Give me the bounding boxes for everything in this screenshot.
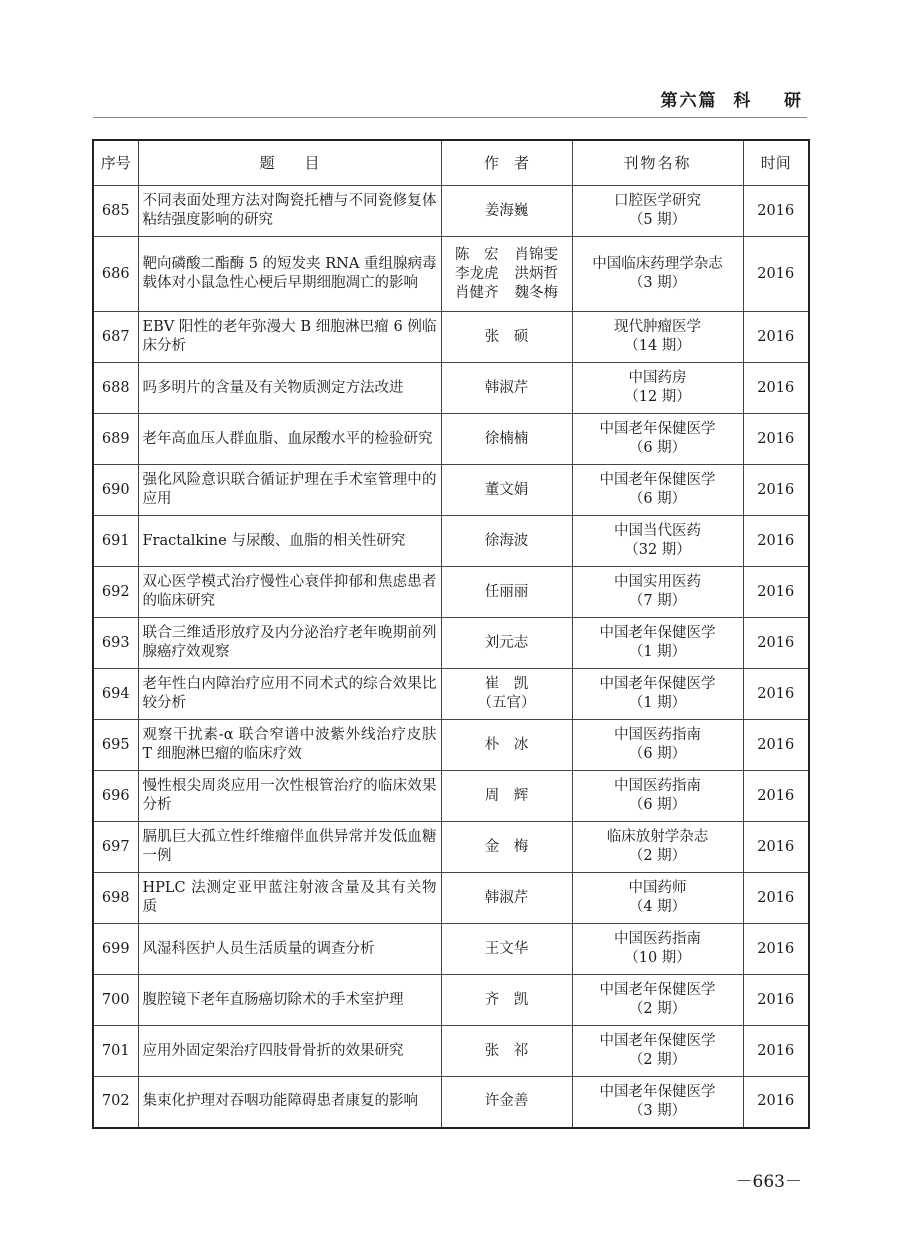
row-journal-cell <box>572 1026 743 1077</box>
row-number: 686 <box>101 265 130 282</box>
article-title: 膈肌巨大孤立性纤维瘤伴血供异常并发低血糖一例 <box>142 829 437 864</box>
publication-year: 2016 <box>757 991 795 1008</box>
row-number: 687 <box>101 328 130 345</box>
row-year-cell <box>743 618 809 669</box>
publication-year: 2016 <box>757 328 795 345</box>
table-row <box>93 516 809 567</box>
publication-year: 2016 <box>757 583 795 600</box>
row-journal-cell <box>572 669 743 720</box>
author-name: 周 辉 <box>484 787 529 804</box>
publication-year: 2016 <box>757 940 795 957</box>
author-name: （五官） <box>477 695 536 711</box>
row-title-cell <box>138 237 441 312</box>
row-title-cell <box>138 822 441 873</box>
column-header-year: 时间 <box>743 140 809 186</box>
table-body <box>93 186 809 1128</box>
article-title: EBV 阳性的老年弥漫大 B 细胞淋巴瘤 6 例临床分析 <box>142 319 437 354</box>
journal-name: 中国当代医药 <box>614 523 701 539</box>
table-row <box>93 873 809 924</box>
row-author-cell <box>441 1077 572 1128</box>
row-year-cell <box>743 975 809 1026</box>
article-title: 双心医学模式治疗慢性心衰伴抑郁和焦虑患者的临床研究 <box>142 574 437 609</box>
table-row <box>93 975 809 1026</box>
row-number: 695 <box>101 736 130 753</box>
row-number: 698 <box>101 889 130 906</box>
row-year-cell <box>743 237 809 312</box>
row-year-cell <box>743 516 809 567</box>
journal-name: 中国老年保健医学 <box>599 676 716 692</box>
journal-name: 中国医药指南 <box>614 931 701 947</box>
author-name: 肖锦雯 <box>514 246 558 263</box>
row-number-cell <box>93 975 138 1026</box>
journal-issue: （10 期） <box>624 950 691 966</box>
author-name: 陈 宏 <box>455 246 499 263</box>
row-year-cell <box>743 771 809 822</box>
table-row <box>93 822 809 873</box>
author-name: 徐楠楠 <box>484 430 529 447</box>
table-row <box>93 363 809 414</box>
row-journal-cell <box>572 873 743 924</box>
publication-year: 2016 <box>757 634 795 651</box>
table-row <box>93 414 809 465</box>
row-title-cell <box>138 975 441 1026</box>
journal-name: 中国药房 <box>628 370 687 386</box>
publication-year: 2016 <box>757 685 795 702</box>
journal-name: 中国老年保健医学 <box>599 982 716 998</box>
row-title-cell <box>138 516 441 567</box>
row-title-cell <box>138 465 441 516</box>
journal-name: 中国实用医药 <box>614 574 701 590</box>
header-rule <box>93 117 807 118</box>
page-number: －663－ <box>735 1172 802 1192</box>
journal-name: 中国老年保健医学 <box>599 472 716 488</box>
publication-year: 2016 <box>757 202 795 219</box>
author-name: 李龙虎 <box>455 265 499 282</box>
journal-issue: （7 期） <box>628 593 687 609</box>
row-number-cell <box>93 1026 138 1077</box>
row-author-cell <box>441 771 572 822</box>
author-name: 洪炳哲 <box>514 265 558 282</box>
row-number-cell <box>93 1077 138 1128</box>
row-title-cell <box>138 363 441 414</box>
row-year-cell <box>743 567 809 618</box>
row-number: 692 <box>101 583 130 600</box>
publication-year: 2016 <box>757 481 795 498</box>
table-row <box>93 669 809 720</box>
article-title: 不同表面处理方法对陶瓷托槽与不同瓷修复体粘结强度影响的研究 <box>142 193 437 228</box>
journal-issue: （6 期） <box>628 440 687 456</box>
journal-issue: （4 期） <box>628 899 687 915</box>
author-name: 韩淑芹 <box>484 889 529 906</box>
journal-name: 中国老年保健医学 <box>599 625 716 641</box>
row-number-cell <box>93 414 138 465</box>
author-name: 许金善 <box>484 1093 529 1110</box>
author-name: 韩淑芹 <box>484 379 529 396</box>
row-year-cell <box>743 312 809 363</box>
row-journal-cell <box>572 618 743 669</box>
row-title-cell <box>138 1077 441 1128</box>
row-number-cell <box>93 363 138 414</box>
row-title-cell <box>138 771 441 822</box>
row-number: 701 <box>101 1042 130 1059</box>
author-name: 徐海波 <box>484 532 529 549</box>
publication-year: 2016 <box>757 889 795 906</box>
publication-year: 2016 <box>757 787 795 804</box>
article-title: 联合三维适形放疗及内分泌治疗老年晚期前列腺癌疗效观察 <box>142 625 437 660</box>
publication-year: 2016 <box>757 736 795 753</box>
table-row <box>93 924 809 975</box>
journal-name: 中国老年保健医学 <box>599 421 716 437</box>
row-title-cell <box>138 924 441 975</box>
row-journal-cell <box>572 186 743 237</box>
author-list <box>446 246 568 303</box>
author-name: 张 硕 <box>484 328 529 345</box>
table-row <box>93 186 809 237</box>
running-head-section-title: 第六篇 科 研 <box>660 91 803 111</box>
row-number: 691 <box>101 532 130 549</box>
journal-name: 中国医药指南 <box>614 727 701 743</box>
row-year-cell <box>743 1026 809 1077</box>
table-header-row <box>93 140 809 186</box>
article-title: 应用外固定架治疗四肢骨骨折的效果研究 <box>142 1042 404 1059</box>
table-row <box>93 237 809 312</box>
row-number-cell <box>93 720 138 771</box>
article-title: 慢性根尖周炎应用一次性根管治疗的临床效果分析 <box>142 778 437 813</box>
journal-issue: （1 期） <box>628 644 687 660</box>
row-author-cell <box>441 363 572 414</box>
column-header-title: 题 目 <box>138 140 441 186</box>
publication-year: 2016 <box>757 838 795 855</box>
row-author-cell <box>441 465 572 516</box>
table-row <box>93 720 809 771</box>
row-year-cell <box>743 465 809 516</box>
row-year-cell <box>743 669 809 720</box>
table-row <box>93 618 809 669</box>
row-title-cell <box>138 720 441 771</box>
row-year-cell <box>743 1077 809 1128</box>
journal-name: 中国老年保健医学 <box>599 1083 716 1100</box>
row-number: 700 <box>101 991 130 1008</box>
row-title-cell <box>138 186 441 237</box>
row-year-cell <box>743 186 809 237</box>
journal-issue: （32 期） <box>624 542 691 558</box>
row-number: 694 <box>101 685 130 702</box>
row-title-cell <box>138 414 441 465</box>
column-header-author: 作 者 <box>441 140 572 186</box>
journal-issue: （3 期） <box>628 1102 687 1119</box>
row-title-cell <box>138 567 441 618</box>
publication-year: 2016 <box>757 1042 795 1059</box>
row-author-cell <box>441 822 572 873</box>
row-author-cell <box>441 237 572 312</box>
row-title-cell <box>138 1026 441 1077</box>
article-title: 强化风险意识联合循证护理在手术室管理中的应用 <box>142 472 437 507</box>
row-number-cell <box>93 237 138 312</box>
article-title: 观察干扰素-α 联合窄谱中波紫外线治疗皮肤 T 细胞淋巴瘤的临床疗效 <box>142 727 437 762</box>
journal-issue: （14 期） <box>624 338 691 354</box>
journal-issue: （1 期） <box>628 695 687 711</box>
journal-issue: （6 期） <box>628 797 687 813</box>
row-number: 696 <box>101 787 130 804</box>
table-row <box>93 1026 809 1077</box>
table-row <box>93 465 809 516</box>
article-title: 集束化护理对吞咽功能障碍患者康复的影响 <box>142 1093 418 1110</box>
row-author-cell <box>441 975 572 1026</box>
journal-issue: （5 期） <box>628 212 687 228</box>
publication-year: 2016 <box>757 379 795 396</box>
row-number: 689 <box>101 430 130 447</box>
row-number-cell <box>93 669 138 720</box>
journal-name: 中国医药指南 <box>614 778 701 794</box>
publication-year: 2016 <box>757 430 795 447</box>
row-number-cell <box>93 186 138 237</box>
row-author-cell <box>441 1026 572 1077</box>
column-header-journal: 刊物名称 <box>572 140 743 186</box>
row-year-cell <box>743 414 809 465</box>
publication-year: 2016 <box>757 532 795 549</box>
row-year-cell <box>743 924 809 975</box>
journal-name: 口腔医学研究 <box>614 193 701 209</box>
row-journal-cell <box>572 924 743 975</box>
journal-issue: （6 期） <box>628 491 687 507</box>
row-author-cell <box>441 873 572 924</box>
row-author-cell <box>441 567 572 618</box>
author-name: 姜海巍 <box>484 202 529 219</box>
author-name: 金 梅 <box>484 838 529 855</box>
author-name: 崔 凯 <box>484 676 529 692</box>
article-title: Fractalkine 与尿酸、血脂的相关性研究 <box>142 532 406 549</box>
article-title: 老年高血压人群血脂、血尿酸水平的检验研究 <box>142 430 433 447</box>
row-number: 690 <box>101 481 130 498</box>
journal-name: 中国药师 <box>628 880 687 896</box>
journal-name: 中国老年保健医学 <box>599 1033 716 1049</box>
author-name: 齐 凯 <box>484 991 529 1008</box>
journal-issue: （12 期） <box>624 389 691 405</box>
row-year-cell <box>743 822 809 873</box>
table-row <box>93 567 809 618</box>
article-title: 吗多明片的含量及有关物质测定方法改进 <box>142 379 404 396</box>
row-title-cell <box>138 618 441 669</box>
publication-year: 2016 <box>757 265 795 282</box>
row-number-cell <box>93 516 138 567</box>
author-name: 董文娟 <box>484 481 529 498</box>
row-author-cell <box>441 414 572 465</box>
row-journal-cell <box>572 363 743 414</box>
article-title: 风湿科医护人员生活质量的调查分析 <box>142 940 375 957</box>
row-year-cell <box>743 720 809 771</box>
row-journal-cell <box>572 237 743 312</box>
author-name: 肖健齐 <box>455 284 499 301</box>
row-journal-cell <box>572 822 743 873</box>
row-journal-cell <box>572 567 743 618</box>
row-number-cell <box>93 771 138 822</box>
row-journal-cell <box>572 720 743 771</box>
row-journal-cell <box>572 465 743 516</box>
article-title: 老年性白内障治疗应用不同术式的综合效果比较分析 <box>142 676 437 711</box>
row-author-cell <box>441 669 572 720</box>
row-journal-cell <box>572 975 743 1026</box>
row-author-cell <box>441 618 572 669</box>
row-number: 685 <box>101 202 130 219</box>
row-author-cell <box>441 312 572 363</box>
author-name: 魏冬梅 <box>514 284 558 301</box>
row-number-cell <box>93 312 138 363</box>
table-row <box>93 1077 809 1128</box>
article-title: HPLC 法测定亚甲蓝注射液含量及其有关物质 <box>142 880 437 915</box>
column-header-number: 序号 <box>93 140 138 186</box>
row-journal-cell <box>572 1077 743 1128</box>
author-name: 刘元志 <box>484 634 529 651</box>
author-name: 张 祁 <box>484 1042 529 1059</box>
row-number-cell <box>93 924 138 975</box>
row-journal-cell <box>572 414 743 465</box>
author-name: 任丽丽 <box>484 583 529 600</box>
table-row <box>93 771 809 822</box>
row-number-cell <box>93 873 138 924</box>
journal-issue: （2 期） <box>628 1052 687 1068</box>
row-journal-cell <box>572 516 743 567</box>
row-title-cell <box>138 669 441 720</box>
row-author-cell <box>441 516 572 567</box>
table-row <box>93 312 809 363</box>
row-title-cell <box>138 312 441 363</box>
row-year-cell <box>743 873 809 924</box>
article-title: 腹腔镜下老年直肠癌切除术的手术室护理 <box>142 991 404 1008</box>
publication-table <box>92 139 810 1129</box>
journal-name: 中国临床药理学杂志 <box>592 256 723 272</box>
publication-year: 2016 <box>757 1093 795 1110</box>
author-name: 朴 冰 <box>484 736 529 753</box>
row-number: 699 <box>101 940 130 957</box>
row-number: 688 <box>101 379 130 396</box>
journal-name: 现代肿瘤医学 <box>614 319 701 335</box>
row-journal-cell <box>572 312 743 363</box>
row-number: 697 <box>101 838 130 855</box>
row-number: 702 <box>101 1093 130 1110</box>
row-journal-cell <box>572 771 743 822</box>
journal-issue: （6 期） <box>628 746 687 762</box>
row-author-cell <box>441 924 572 975</box>
row-year-cell <box>743 363 809 414</box>
row-number: 693 <box>101 634 130 651</box>
journal-issue: （2 期） <box>628 848 687 864</box>
journal-issue: （3 期） <box>628 275 687 291</box>
author-name: 王文华 <box>484 940 529 957</box>
row-number-cell <box>93 618 138 669</box>
row-number-cell <box>93 822 138 873</box>
row-author-cell <box>441 720 572 771</box>
row-number-cell <box>93 465 138 516</box>
row-title-cell <box>138 873 441 924</box>
article-title: 靶向磷酸二酯酶 5 的短发夹 RNA 重组腺病毒载体对小鼠急性心梗后早期细胞凋亡的影响 <box>142 256 437 291</box>
row-number-cell <box>93 567 138 618</box>
journal-name: 临床放射学杂志 <box>606 829 709 845</box>
journal-issue: （2 期） <box>628 1001 687 1017</box>
row-author-cell <box>441 186 572 237</box>
